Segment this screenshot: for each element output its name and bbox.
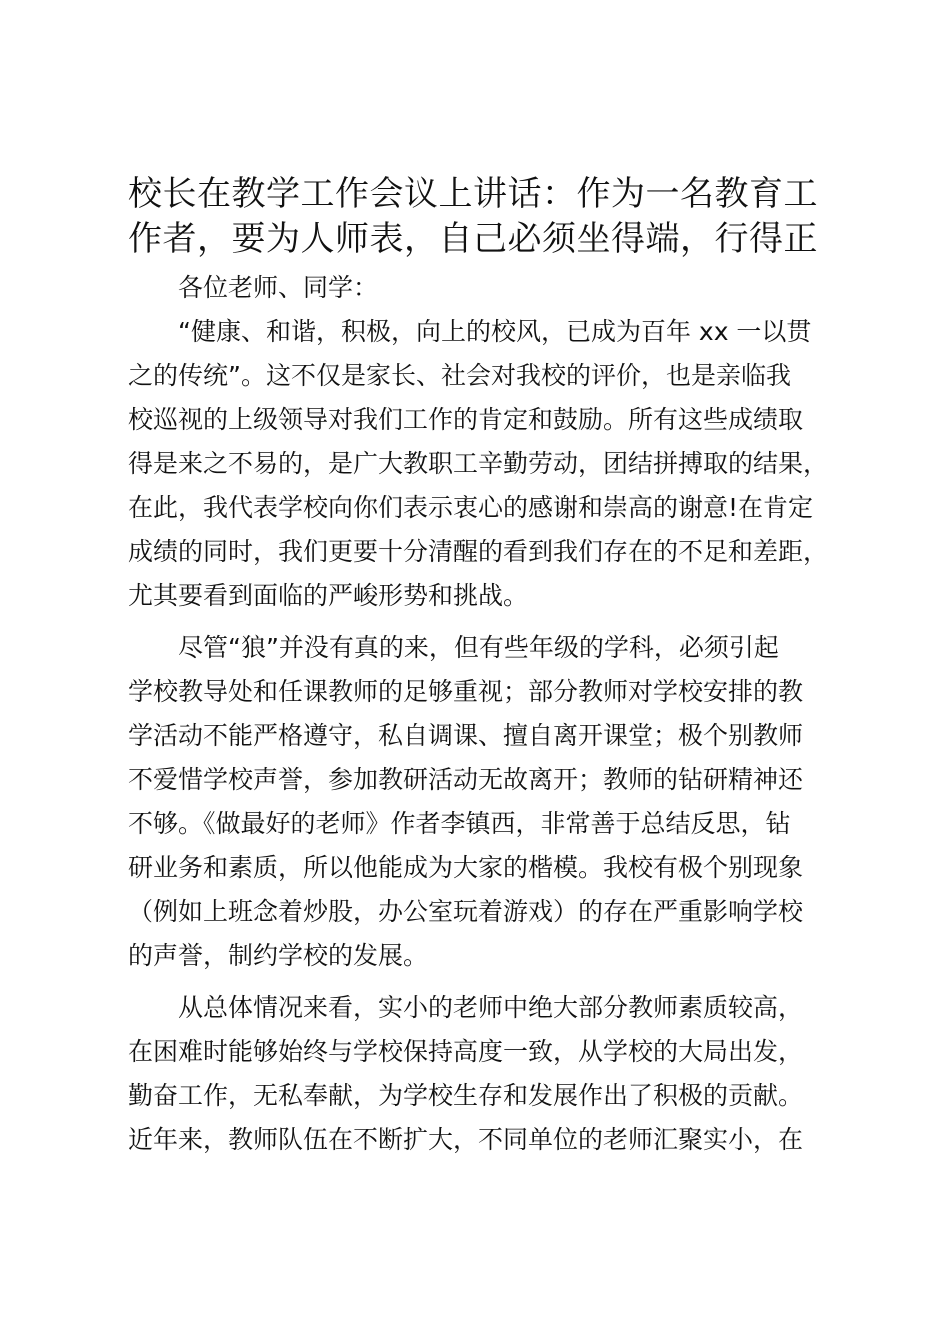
text-line: 学活动不能严格遵守，私自调课、擅自离开课堂；极个别教师 (128, 721, 804, 750)
paragraph-1 (128, 310, 838, 618)
document-body (128, 266, 838, 1162)
text-line: 从总体情况来看，实小的老师中绝大部分教师素质较高， (178, 993, 804, 1022)
text-line: 在此，我代表学校向你们表示衷心的感谢和崇高的谢意!在肯定 (128, 493, 814, 522)
text-line: 的声誉，制约学校的发展。 (128, 941, 429, 970)
text-line: 成绩的同时，我们更要十分清醒的看到我们存在的不足和差距， (128, 537, 829, 566)
text-line: 不爱惜学校声誉，参加教研活动无故离开；教师的钻研精神还 (128, 765, 804, 794)
text-line: 之的传统”。这不仅是家长、社会对我校的评价，也是亲临我 (128, 361, 791, 390)
text-line: 研业务和素质，所以他能成为大家的楷模。我校有极个别现象 (128, 853, 804, 882)
document-page (128, 172, 838, 1170)
text-line: “健康、和谐，积极，向上的校风，已成为百年 xx 一以贯 (178, 317, 812, 346)
title-line: 作者，要为人师表，自己必须坐得端，行得正 (128, 219, 818, 259)
paragraph-2 (128, 626, 838, 978)
text-line: 勤奋工作，无私奉献，为学校生存和发展作出了积极的贡献。 (128, 1081, 804, 1110)
text-line: 学校教导处和任课教师的足够重视；部分教师对学校安排的教 (128, 677, 804, 706)
text-line: 在困难时能够始终与学校保持高度一致，从学校的大局出发， (128, 1037, 804, 1066)
text-line: 近年来，教师队伍在不断扩大，不同单位的老师汇聚实小，在 (128, 1125, 804, 1154)
paragraph-3 (128, 986, 838, 1162)
text-line: 校巡视的上级领导对我们工作的肯定和鼓励。所有这些成绩取 (128, 405, 804, 434)
document-title (128, 172, 838, 262)
text-line: 得是来之不易的，是广大教职工辛勤劳动，团结拼搏取的结果， (128, 449, 829, 478)
text-line: 尤其要看到面临的严峻形势和挑战。 (128, 581, 529, 610)
salutation: 各位老师、同学： (178, 273, 379, 302)
text-line: 尽管“狼”并没有真的来，但有些年级的学科，必须引起 (178, 633, 779, 662)
title-line: 校长在教学工作会议上讲话：作为一名教育工 (128, 174, 818, 214)
text-line: （例如上班念着炒股，办公室玩着游戏）的存在严重影响学校 (128, 897, 804, 926)
text-line: 不够。《做最好的老师》作者李镇西，非常善于总结反思，钻 (128, 809, 791, 838)
